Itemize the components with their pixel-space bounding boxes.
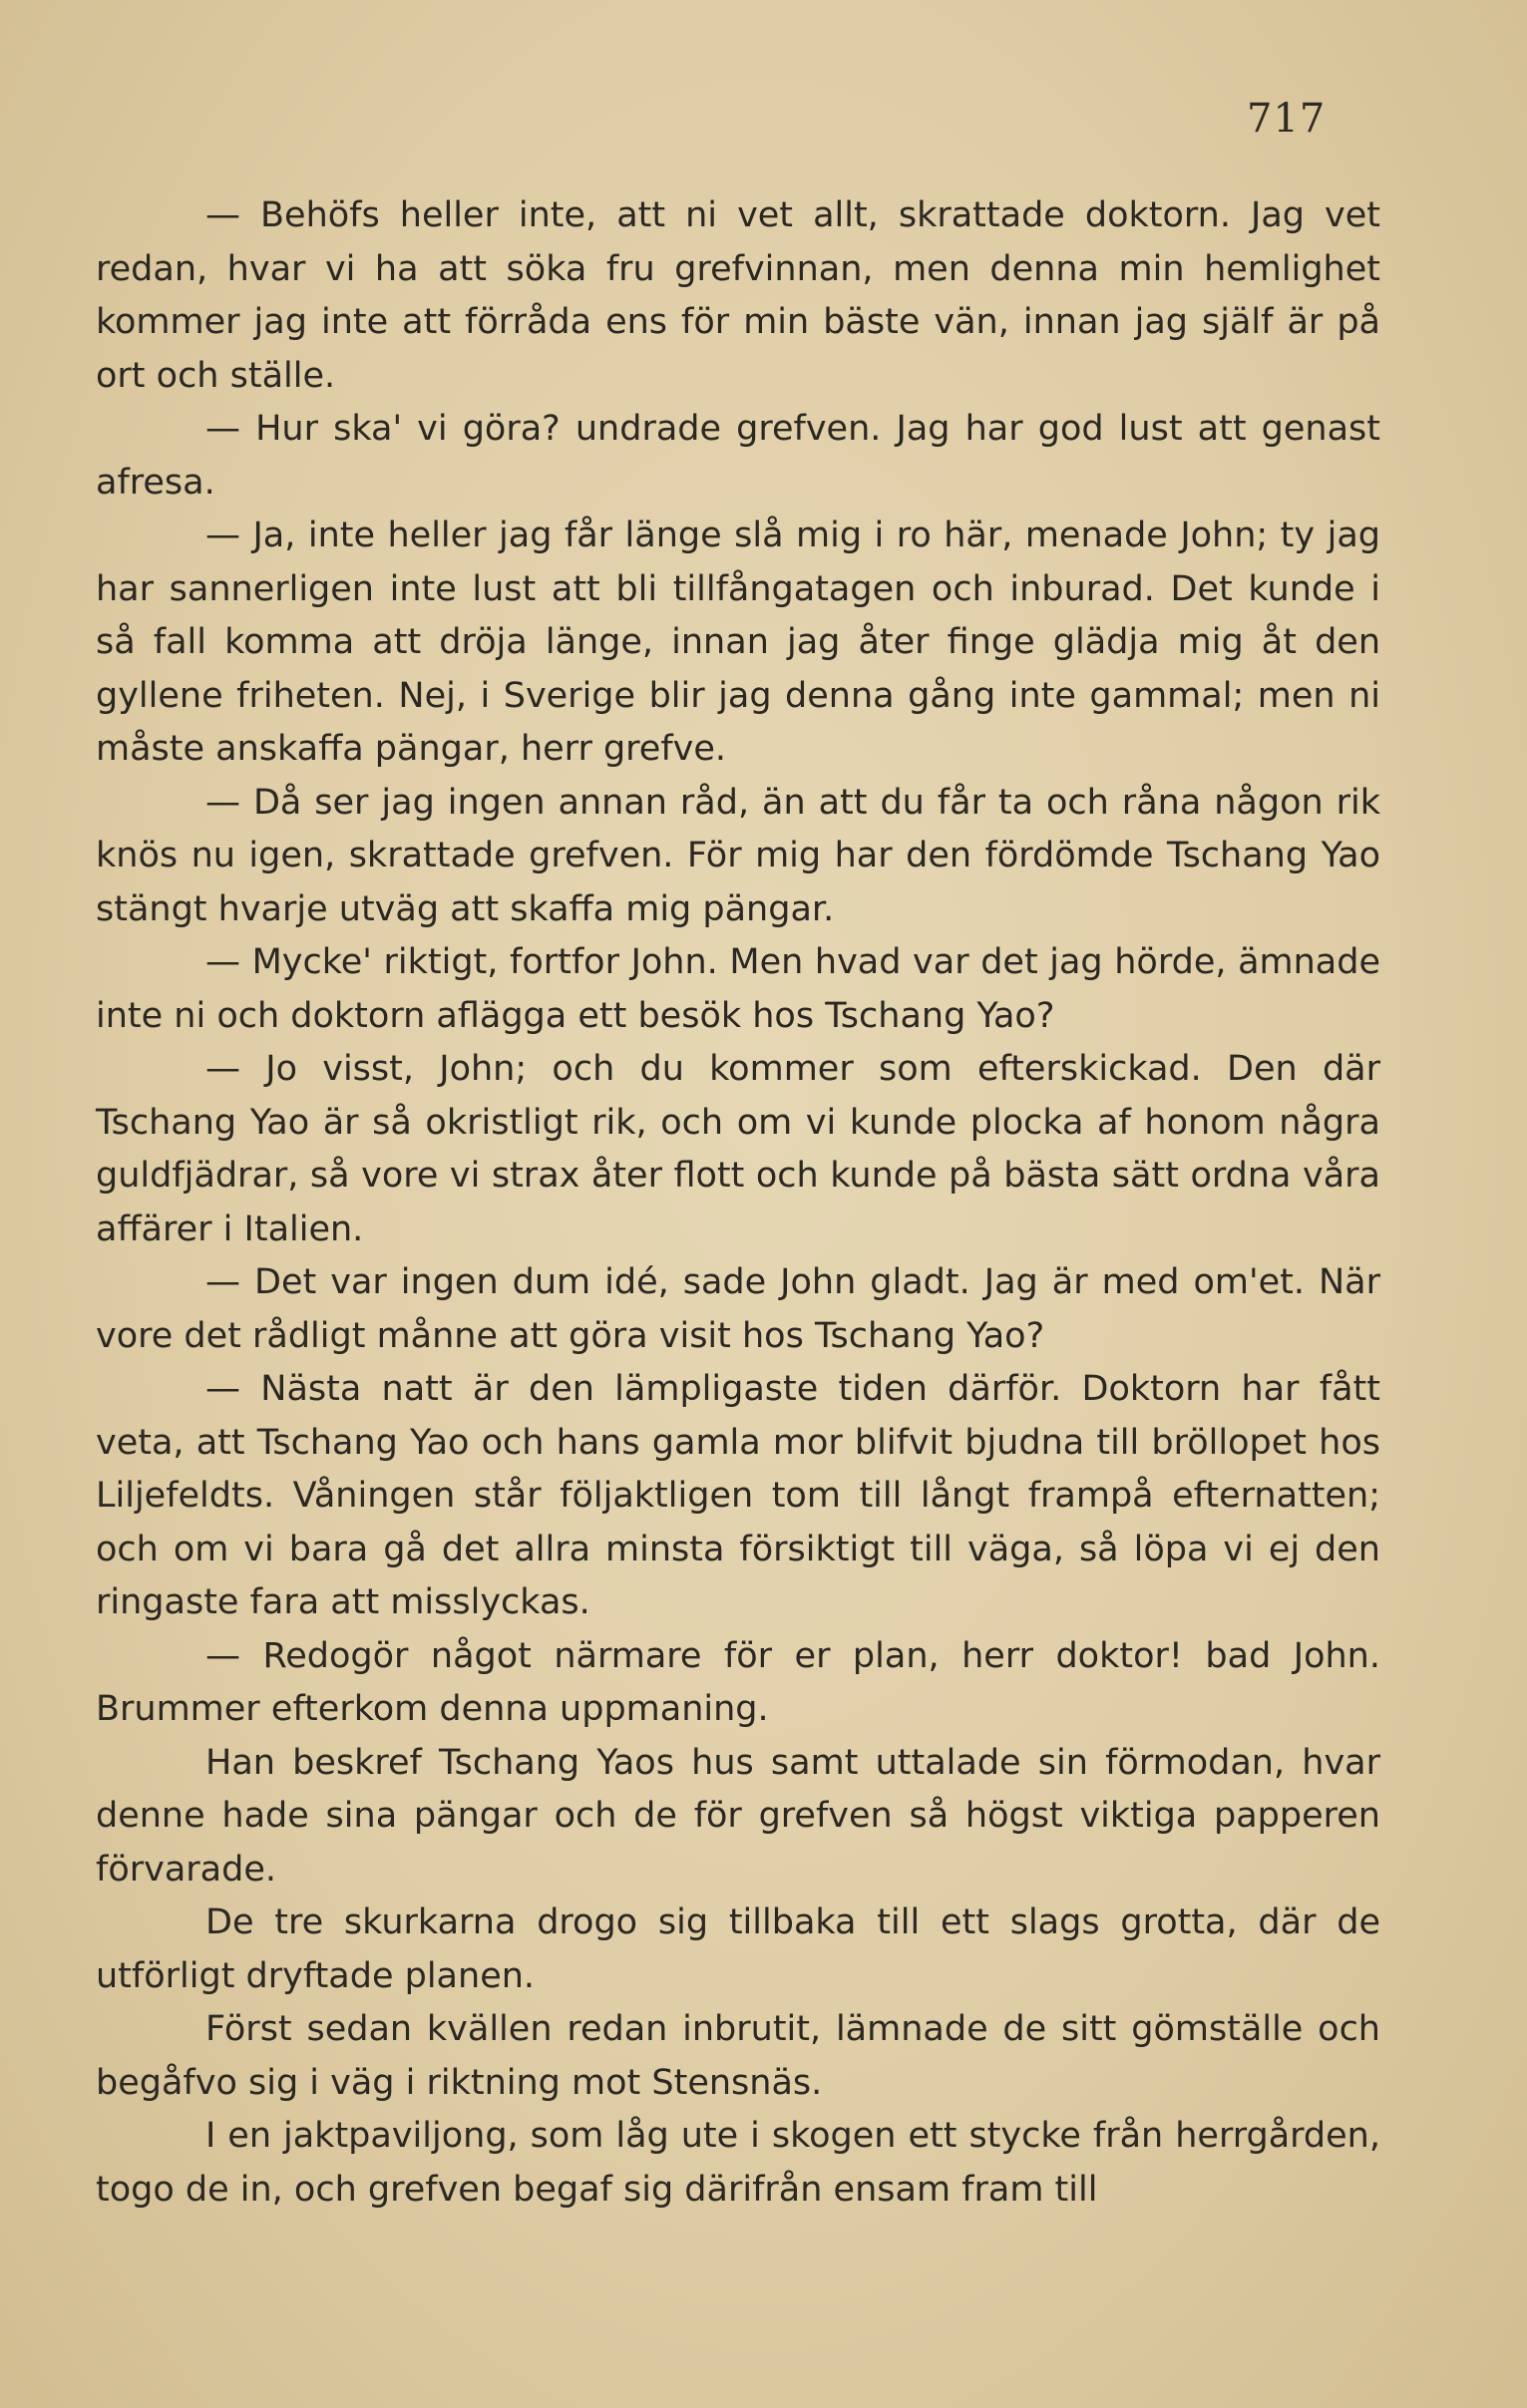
body-text — [96, 189, 1380, 2217]
paragraph: — Nästa natt är den lämpligaste tiden därför. Doktorn har fått veta, att Tschang Yao och hans gamla mor blifvit bjudna till bröllopet hos Liljefeldts. Våningen står följaktligen tom till långt frampå efternatten; och om vi bara gå det allra minsta försiktigt till väga, så löpa vi ej den ringaste fara att misslyckas. — [96, 1369, 1380, 1622]
paragraph: — Mycke' riktigt, fortfor John. Men hvad var det jag hörde, ämnade inte ni och doktorn aflägga ett besök hos Tschang Yao? — [96, 942, 1380, 1036]
paragraph: — Då ser jag ingen annan råd, än att du får ta och råna någon rik knös nu igen, skrattade grefven. För mig har den fördömde Tschang Yao stängt hvarje utväg att skaffa mig pängar. — [96, 782, 1380, 929]
paragraph: — Redogör något närmare för er plan, herr doktor! bad John. Brummer efterkom denna uppmaning. — [96, 1635, 1380, 1729]
paragraph: De tre skurkarna drogo sig tillbaka till ett slags grotta, där de utförligt dryftade planen. — [96, 1902, 1380, 1996]
paragraph: — Behöfs heller inte, att ni vet allt, skrattade doktorn. Jag vet redan, hvar vi ha att söka fru grefvinnan, men denna min hemlighet kommer jag inte att förråda ens för min bäste vän, innan jag själf är på ort och ställe. — [96, 195, 1380, 396]
paragraph: Först sedan kvällen redan inbrutit, lämnade de sitt gömställe och begåfvo sig i väg i riktning mot Stensnäs. — [96, 2009, 1380, 2103]
paragraph: I en jaktpaviljong, som låg ute i skogen ett stycke från herrgården, togo de in, och grefven begaf sig därifrån ensam fram till — [96, 2116, 1380, 2210]
paragraph: — Jo visst, John; och du kommer som efterskickad. Den där Tschang Yao är så okristligt rik, och om vi kunde plocka af honom några guldfjädrar, så vore vi strax åter flott och kunde på bästa sätt ordna våra affärer i Italien. — [96, 1049, 1380, 1249]
paragraph: — Ja, inte heller jag får länge slå mig i ro här, menade John; ty jag har sannerligen inte lust att bli tillfångatagen och inburad. Det kunde i så fall komma att dröja länge, innan jag åter finge glädja mig åt den gyllene friheten. Nej, i Sverige blir jag denna gång inte gammal; men ni måste anskaffa pängar, herr grefve. — [96, 516, 1380, 769]
paragraph: — Det var ingen dum idé, sade John gladt. Jag är med om'et. När vore det rådligt månne att göra visit hos Tschang Yao? — [96, 1262, 1380, 1356]
page-number: 717 — [1247, 96, 1327, 142]
paragraph: — Hur ska' vi göra? undrade grefven. Jag har god lust att genast afresa. — [96, 409, 1380, 503]
paragraph: Han beskref Tschang Yaos hus samt uttalade sin förmodan, hvar denne hade sina pängar och de för grefven så högst viktiga papperen förvarade. — [96, 1742, 1380, 1890]
